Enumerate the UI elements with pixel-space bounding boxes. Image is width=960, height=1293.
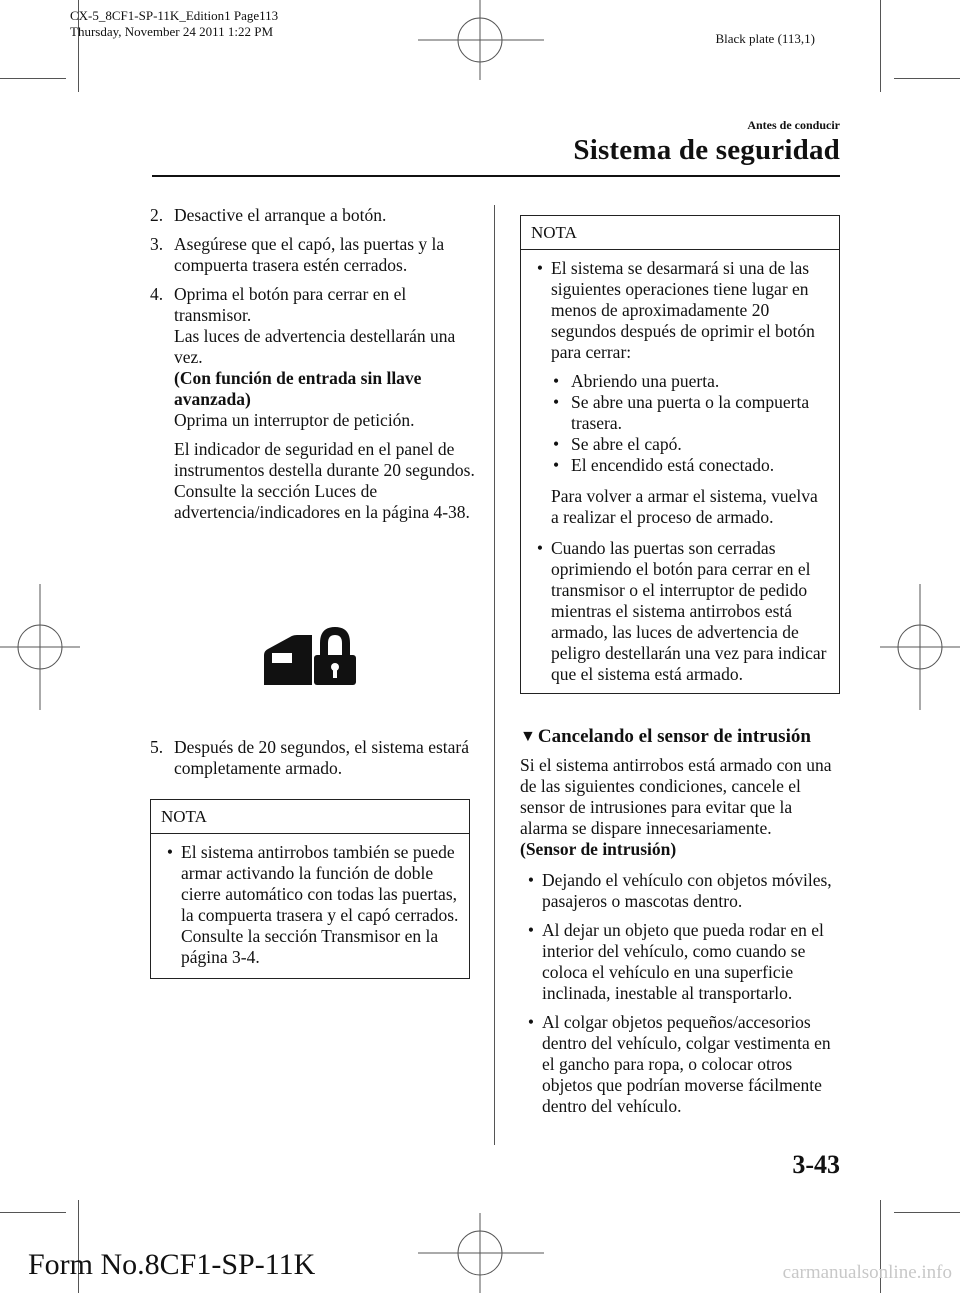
list-item-text: Al colgar objetos pequeños/accesorios dentro del vehículo, colgar vestimenta en el gancho para ropa, o colocar otros objetos que podrían moverse fácilmente dentro del vehículo. xyxy=(542,1012,831,1116)
section-label: Antes de conducir xyxy=(747,118,840,132)
registration-mark-right xyxy=(880,584,960,710)
sub-item-text: Abriendo una puerta. xyxy=(571,371,720,391)
list-item xyxy=(520,920,840,1004)
print-info xyxy=(70,8,278,40)
bullet-icon: • xyxy=(166,842,174,862)
note-sub-item xyxy=(553,434,829,455)
crop-mark xyxy=(0,1212,66,1213)
bullet-icon: • xyxy=(536,538,544,558)
step-text: Consulte la sección Luces de advertencia/indicadores en la página 4-38. xyxy=(174,481,470,522)
registration-mark-top xyxy=(418,0,544,80)
step-4 xyxy=(150,284,480,523)
crop-mark xyxy=(0,78,66,79)
note-text: El sistema se desarmará si una de las siguientes operaciones tiene lugar en menos de aproximadamente 20 segundos después de oprimir el botón para cerrar: xyxy=(551,258,815,362)
note-paragraph: Para volver a armar el sistema, vuelva a realizar el proceso de armado. xyxy=(551,486,818,527)
step-condition: (Con función de entrada sin llave avanzada) xyxy=(174,368,422,409)
step-text: Las luces de advertencia destellarán una vez. xyxy=(174,326,456,367)
step-text: Oprima el botón para cerrar en el transmisor. xyxy=(174,284,407,325)
step-number: 4. xyxy=(150,284,164,304)
intro-paragraph: Si el sistema antirrobos está armado con una de las siguientes condiciones, cancele el sensor de intrusiones para evitar que la alarma se dispare innecesariamente. xyxy=(520,755,832,838)
bullet-icon: • xyxy=(553,371,560,391)
bullet-icon: • xyxy=(527,1012,535,1032)
section-subheading xyxy=(520,726,840,747)
step-number: 2. xyxy=(150,205,164,225)
step-text: Asegúrese que el capó, las puertas y la compuerta trasera estén cerrados. xyxy=(174,234,445,275)
step-number: 5. xyxy=(150,737,164,757)
crop-mark xyxy=(894,78,960,79)
triangle-icon: ▼ xyxy=(520,728,536,745)
crop-mark xyxy=(880,0,881,92)
note-box xyxy=(150,799,470,979)
note-text: El sistema antirrobos también se puede armar activando la función de doble cierre automático con todas las puertas, la compuerta trasera y el capó cerrados. xyxy=(181,842,459,925)
list-item-text: Dejando el vehículo con objetos móviles, pasajeros o mascotas dentro. xyxy=(542,870,832,911)
bullet-icon: • xyxy=(536,258,544,278)
crop-mark xyxy=(894,1212,960,1213)
security-indicator-icon xyxy=(262,625,356,687)
list-item xyxy=(520,870,840,912)
left-column-lower xyxy=(150,737,480,979)
print-info-date: Thursday, November 24 2011 1:22 PM xyxy=(70,24,274,39)
step-number: 3. xyxy=(150,234,164,254)
step-3 xyxy=(150,234,480,276)
list-item-text: Al dejar un objeto que pueda rodar en el interior del vehículo, como cuando se coloca el vehículo en una superficie inclinada, inestable al transportarlo. xyxy=(542,920,824,1003)
note-bullet xyxy=(159,842,459,968)
page-number: 3-43 xyxy=(792,1150,840,1179)
step-5 xyxy=(150,737,480,779)
bullet-icon: • xyxy=(527,870,535,890)
sub-item-text: El encendido está conectado. xyxy=(571,455,775,475)
page-title: Sistema de seguridad xyxy=(573,134,840,166)
step-text: Desactive el arranque a botón. xyxy=(174,205,387,225)
sub-item-text: Se abre el capó. xyxy=(571,434,682,454)
watermark: carmanualsonline.info xyxy=(782,1262,952,1283)
form-number: Form No.8CF1-SP-11K xyxy=(28,1248,316,1281)
step-2 xyxy=(150,205,480,226)
note-text: Consulte la sección Transmisor en la página 3-4. xyxy=(181,926,439,967)
step-text: Después de 20 segundos, el sistema estará completamente armado. xyxy=(174,737,469,778)
print-info-file: CX-5_8CF1-SP-11K_Edition1 Page113 xyxy=(70,8,279,23)
note-title: NOTA xyxy=(531,223,577,242)
step-text: El indicador de seguridad en el panel de instrumentos destella durante 20 segundos. xyxy=(174,439,475,480)
note-sub-item xyxy=(553,371,829,392)
sub-item-text: Se abre una puerta o la compuerta trasera. xyxy=(571,392,810,433)
note-bullet xyxy=(529,258,829,363)
condition-label: (Sensor de intrusión) xyxy=(520,839,677,859)
note-box xyxy=(520,215,840,694)
note-bullet xyxy=(529,538,829,685)
bullet-icon: • xyxy=(527,920,535,940)
note-title: NOTA xyxy=(161,807,207,826)
bullet-icon: • xyxy=(553,434,560,454)
right-column xyxy=(520,215,840,1125)
note-sub-item xyxy=(553,455,829,476)
bullet-icon: • xyxy=(553,455,560,475)
subheading-text: Cancelando el sensor de intrusión xyxy=(537,726,811,747)
list-item xyxy=(520,1012,840,1117)
note-sub-item xyxy=(553,392,829,434)
bullet-icon: • xyxy=(553,392,560,412)
left-column xyxy=(150,205,480,531)
column-divider xyxy=(494,205,495,1145)
registration-mark-bottom xyxy=(418,1213,544,1293)
header-rule xyxy=(152,175,840,177)
step-text: Oprima un interruptor de petición. xyxy=(174,410,415,430)
plate-label: Black plate (113,1) xyxy=(715,31,815,46)
note-text: Cuando las puertas son cerradas oprimiendo el botón para cerrar en el transmisor o el interruptor de pedido mientras el sistema antirrobos está armado, las luces de advertencia de peligro destellarán una vez para indicar que el sistema está armado. xyxy=(551,538,827,684)
registration-mark-left xyxy=(0,584,80,710)
